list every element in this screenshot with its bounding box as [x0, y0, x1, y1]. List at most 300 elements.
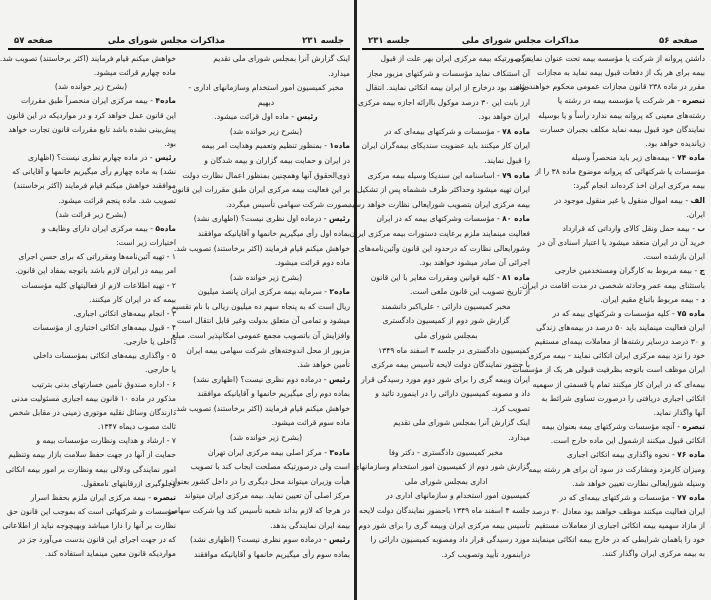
- text-line: [362, 127, 530, 137]
- line-text: در ایران و حمایت بیمه گزاران و بیمه شدگان و: [204, 156, 350, 166]
- page-number: صفحه ۵۷: [14, 36, 53, 46]
- line-text: در صورتیکه بیمه مرکزی ایران بهر علت از قبول: [380, 54, 530, 63]
- line-text: درابنمورد تأیید وتصویب کرد.: [441, 549, 530, 559]
- line-text: و ۳۰ درصد درسایر رشته‌ها از معاملات بیمه‌ای مستقیم: [534, 337, 705, 347]
- line-text: تأسیس بیمه مرکزی ایران وبیمه گری را برای شور دوم: [358, 520, 530, 530]
- line-text: - مؤسسات و شرکتهای بیمه‌ای که در: [559, 492, 678, 502]
- line-text: با حضور نمایندگان دولت لایحه تأسیس بیمه مرکزی: [371, 360, 530, 370]
- line-text: دارندگان وسائل نقلیه موتوری زمینی در مقابل شخص: [9, 407, 176, 417]
- text-line: [6, 436, 176, 446]
- text-line: [182, 127, 350, 137]
- line-text: است ولی درصورتیکه مصلحت ایجاب کند با تصویب: [190, 462, 350, 472]
- text-line: [362, 83, 530, 93]
- text-line: [362, 171, 530, 181]
- text-line: [6, 125, 176, 135]
- text-line: [6, 210, 176, 220]
- text-line: [6, 252, 176, 262]
- line-text: اجرائی آن صادر میشود خواهند بود.: [419, 258, 530, 268]
- text-line: [362, 375, 530, 385]
- line-text: بر این فعالیت بیمه مرکزی ایران طبق مقررات این قانون: [172, 185, 350, 195]
- right-page-left-column: [345, 54, 530, 560]
- line-text: بماده دوم رأی میگیریم خانمها و آقایانیکه موافقند: [197, 389, 350, 399]
- text-line: [362, 535, 530, 545]
- text-line: [6, 493, 176, 503]
- line-text: بیمه برای هر یک از دفعات قبول بیمه نماید به مجازات: [537, 68, 705, 78]
- line-text: کمیسیون دادگستری در جلسه ۳ اسفند ماه ۱۳۴۹: [378, 345, 530, 355]
- line-text: کمیسیون امور استخدام و سازمانهای اداری در: [385, 491, 530, 501]
- text-line: [537, 224, 705, 234]
- text-line: [182, 141, 350, 151]
- text-line: [182, 112, 350, 122]
- text-line: [182, 98, 350, 108]
- line-text: مؤسسات و شرکتهائی است که بموجب این قانون حق: [6, 507, 176, 516]
- text-line: [362, 112, 530, 122]
- line-text: ریال است که به پنجاه سهم ده میلیون ریالی با نام تقسیم: [171, 301, 350, 311]
- text-line: [512, 365, 705, 375]
- line-text: ۲ - تهیه اطلاعات لازم از فعالیتهای کلیه مؤسسات: [21, 280, 176, 290]
- text-line: [182, 287, 350, 297]
- article-lead: ج: [699, 266, 705, 276]
- line-text: - هر شرکت یا مؤسسه بیمه در رشته یا: [557, 96, 683, 106]
- line-text: مذکور در ماده ۱۰ قانون بیمه اجباری مسئولیت مدنی: [11, 393, 176, 403]
- text-line: [6, 111, 176, 121]
- line-text: ایران وبیمه گری را برای شور دوم مورد رسیدگی قرار: [361, 374, 530, 384]
- text-line: [6, 309, 176, 319]
- text-line: [362, 287, 530, 297]
- line-text: ثالث مصوب دیماه ۱۳۴۷.: [97, 422, 176, 432]
- line-text: موافقند خواهش میکنم قیام فرمایند (اکثر برخاستند): [13, 181, 176, 191]
- line-text: (بشرح زیر قرائت شد): [55, 209, 127, 219]
- text-line: [169, 476, 350, 487]
- text-line: [182, 69, 350, 79]
- text-line: [6, 422, 176, 432]
- line-text: - اساسنامه این سندیکا وسیله بیمه مرکزی: [367, 170, 503, 180]
- line-text: (بشرح زیر خوانده شد): [229, 433, 303, 443]
- text-line: [182, 433, 350, 443]
- line-text: داخلی یا خارجی.: [123, 337, 176, 347]
- article-lead: تبصره: [153, 492, 176, 502]
- line-text: - بیمه مربوط باتباع مقیم ایران.: [600, 294, 702, 304]
- line-text: وجلوگیری ازرقابتهای نامعقول.: [80, 478, 176, 488]
- line-text: ایران.: [686, 209, 705, 219]
- text-line: [182, 83, 350, 93]
- line-text: وشورایعالی نظارت که درحدود این قانون وآئین‌نامه‌های: [358, 243, 530, 253]
- line-text: ایران موظف است باتوجه بظرفیت قبولی هر یک از مؤسسات: [512, 365, 705, 375]
- line-text: - بیمه‌های زیر باید منحصراً وسیله: [571, 153, 678, 163]
- line-text: بیمه‌ای که در ایران کار میکنند تمام یا قسمتی از سهمیه: [532, 379, 705, 389]
- text-line: [353, 462, 530, 472]
- running-title: مذاکرات مجلس شورای ملی: [461, 36, 579, 46]
- article-lead: رئیس: [296, 112, 318, 122]
- line-text: به بیمه مرکزی ایران واگذار کنند.: [602, 549, 705, 559]
- text-line: [362, 54, 530, 64]
- text-line: [182, 389, 350, 399]
- text-line: [362, 316, 530, 326]
- text-line: [359, 505, 530, 516]
- line-text: - مؤسسات و شرکتهای بیمه‌ای که در: [384, 126, 503, 136]
- article-lead: ماده ۷۷: [677, 492, 705, 502]
- article-lead: ماده۵: [155, 223, 176, 233]
- line-text: آنها واگذار نماید.: [653, 407, 705, 417]
- line-text: میشود و تمامی آن متعلق بدولت وغیر قابل انتقال است: [176, 316, 350, 326]
- line-text: - درماده سوم نظری نیست؟ (اظهاری نشد): [190, 535, 329, 545]
- article-lead: ماده۲: [329, 287, 350, 297]
- text-line: [362, 389, 530, 399]
- line-text: آن استنکاف نماید مؤسسات و شرکتهای مزبور مجاز: [367, 68, 530, 78]
- text-line: [171, 301, 350, 312]
- line-text: مورد رسیدگی قرار داد ومصوبه کمیسیون دارائی را: [370, 535, 530, 545]
- line-text: مخبر کمیسیون امور استخدام وسازمانهای اداری -: [188, 83, 344, 93]
- line-text: در هرجا که لازم بداند شعبه تأسیس کند ویا شرکت سهامی: [167, 505, 350, 515]
- text-line: [537, 96, 705, 106]
- text-line: [362, 69, 530, 79]
- text-line: [2, 521, 176, 531]
- text-line: [537, 549, 705, 559]
- line-text: این قانون عمل خواهد کرد و در مواردیکه در این قانون: [6, 110, 176, 120]
- article-lead: رئیس: [154, 153, 176, 163]
- right-page-header: [362, 36, 704, 50]
- line-text: که در جهت اجرای این قانون بدست می‌آورد جز در: [18, 535, 176, 545]
- text-line: [515, 54, 705, 64]
- line-text: دبهیم: [257, 97, 275, 107]
- line-text: خواهش میکنم قیام فرمایند (اکثر برخاستند) تصویب شد.: [0, 54, 176, 63]
- text-line: [6, 337, 176, 347]
- text-line: [362, 331, 530, 341]
- article-lead: رئیس: [328, 535, 350, 545]
- left-page-left-column: [0, 54, 176, 560]
- article-lead: ماده ۸۰: [502, 214, 530, 224]
- running-title: مذاکرات مجلس شورای ملی: [107, 36, 225, 46]
- line-text: اداری بمجلس شورای ملی: [404, 476, 488, 486]
- line-text: داد و مصوبه کمیسیون دارائی را در اینمورد تائید و: [375, 389, 530, 399]
- text-line: [534, 521, 705, 531]
- text-line: [6, 380, 176, 390]
- text-line: [6, 96, 176, 106]
- text-line: [537, 408, 705, 418]
- article-lead: ماده ۷۶: [677, 450, 705, 460]
- line-text: بیمه ایران نمایندگی بدهد.: [270, 520, 350, 530]
- text-line: [362, 550, 530, 560]
- text-line: [6, 549, 176, 559]
- text-line: [182, 448, 350, 458]
- line-text: بیمه که در ایران کار میکنند.: [89, 294, 176, 304]
- line-text: نشد) به ماده چهارم رأی میگیریم خانمها و آقایانی که: [12, 167, 176, 177]
- text-line: [531, 535, 705, 545]
- text-line: [537, 181, 705, 191]
- text-line: [6, 139, 176, 149]
- text-line: [537, 167, 705, 177]
- line-text: بصورت شرکت سهامی تأسیس میگردد.: [226, 199, 350, 209]
- line-text: مرکز اصلی آن تعیین نماید. بیمه مرکزی ایران میتواند: [184, 491, 350, 501]
- text-line: [537, 266, 705, 276]
- text-line: [182, 418, 350, 428]
- text-line: [182, 346, 350, 356]
- text-line: [537, 125, 705, 135]
- line-text: ماده دوم قرائت میشود.: [274, 258, 350, 268]
- line-text: حمایت از آنها در جهت حفظ سلامت بازار بیمه وتنظیم: [8, 450, 176, 460]
- line-text: تصویب کرد.: [491, 403, 530, 413]
- line-text: مخبر کمیسیون دارائی - علی‌اکبر دانشمند: [381, 301, 511, 311]
- text-line: [6, 323, 176, 333]
- line-text: - درماده اول نظری نیست؟ (اظهاری نشد): [193, 214, 329, 224]
- line-text: جلسه ۴ اسفند ماه ۱۳۴۹ باحضور نمایندگان دولت لایحه: [359, 505, 530, 515]
- text-line: [182, 273, 350, 283]
- line-text: - بمنظور تنظیم وتعمیم وهدایت امر بیمه: [201, 141, 330, 151]
- text-line: [167, 505, 350, 516]
- article-lead: ماده ۷۵: [677, 308, 705, 318]
- line-text: یا خارجی.: [145, 365, 176, 375]
- line-text: - بیمه مربوط به کارگران ومستخدمین خارجی: [554, 266, 700, 276]
- article-lead: الف: [690, 195, 705, 205]
- line-text: ۴ - قبول بیمه‌های اتکائی اختیاری از مؤسسات: [32, 322, 176, 332]
- text-line: [173, 403, 350, 414]
- line-text: ماده چهارم قرائت میشود.: [93, 68, 176, 78]
- text-line: [6, 196, 176, 206]
- text-line: [6, 394, 176, 404]
- line-text: خرید آن در ایران منعقد میشود یا اعتبار اسنادی آن در: [537, 238, 705, 248]
- line-text: ایران تهیه میشود وحداکثر ظرف ششماه پس از تشکیل: [357, 185, 530, 195]
- line-text: نظارت بر آنها را دارا میباشد وبهیچوجه نباید از اطلاعاتی: [2, 521, 176, 531]
- line-text: - بیمه مرکزی ایران منحصراً طبق مقررات: [20, 96, 156, 106]
- article-lead: تبصره: [682, 96, 705, 106]
- text-line: [532, 379, 705, 390]
- line-text: باستثنای بیمه عمر وحادثه شخصی در مدت اقامت در ایران.: [519, 280, 705, 290]
- text-line: [531, 507, 705, 517]
- text-line: [528, 464, 705, 475]
- text-line: [362, 448, 530, 458]
- text-line: [528, 351, 705, 361]
- line-text: مواردیکه قانون معین مینماید استفاده کند.: [45, 549, 176, 559]
- line-text: پیش‌بینی نشده باشد تابع مقررات قانون تجارت خواهد: [8, 124, 176, 134]
- text-line: [182, 200, 350, 210]
- text-line: [6, 68, 176, 78]
- session-number: جلسه ۲۳۱: [368, 36, 410, 46]
- text-line: [6, 450, 176, 460]
- text-line: [537, 323, 705, 333]
- text-line: [182, 360, 350, 370]
- session-number: جلسه ۲۳۱: [302, 36, 344, 46]
- text-line: [182, 156, 350, 166]
- text-line: [362, 141, 530, 151]
- text-line: [6, 266, 176, 276]
- text-line: [537, 436, 705, 446]
- line-text: - بیمه مرکزی ایران ملزم بحفظ اسرار: [30, 492, 154, 502]
- line-text: بمجلس شورای ملی: [414, 330, 478, 340]
- text-line: [6, 153, 176, 163]
- text-line: [182, 462, 350, 472]
- text-line: [362, 433, 530, 443]
- line-text: - بیمه اموال منقول یا غیر منقول موجود در: [554, 195, 691, 205]
- text-line: [6, 238, 176, 248]
- text-line: [362, 258, 530, 268]
- text-line: [537, 394, 705, 404]
- line-text: ایران فعالیت میکنند موظف خواهند بود معادل ۳۰ درصد: [531, 507, 705, 516]
- text-line: [172, 330, 350, 341]
- text-line: [534, 337, 705, 347]
- line-text: گزارش شور دوم از کمیسیون امور استخدام وسازمانهای: [353, 462, 530, 472]
- line-text: ۳ - انجام بیمه‌های اتکائی اجباری.: [73, 308, 176, 318]
- line-text: خواهش میکنم قیام فرمایند (اکثر برخاستند) تصویب شد.: [173, 403, 350, 413]
- line-text: مخبر کمیسیون دادگستری - دکتر وفا: [389, 447, 503, 457]
- line-text: - درماده دوم نظری نیست؟ (اظهاری نشد): [193, 374, 329, 384]
- line-text: - آنچه مؤسسات وشرکتهای بیمه بعنوان بیمه: [541, 422, 683, 432]
- text-line: [182, 550, 350, 560]
- text-line: [182, 171, 350, 181]
- line-text: بیمه مرکزی ایران اخذ کرده‌اند انجام گیرد:: [573, 181, 705, 191]
- text-line: [513, 82, 705, 92]
- text-line: [6, 351, 176, 361]
- line-text: بماده سوم رأی میگیریم خانمها و آقایانیکه موافقند: [194, 549, 350, 559]
- line-text: ۵ - واگذاری بیمه‌های اتکائی بمؤسسات داخلی: [33, 351, 176, 361]
- text-line: [176, 316, 350, 326]
- line-text: اینک گزارش آنرا بمجلس شورای ملی تقدیم: [213, 54, 350, 63]
- text-line: [172, 185, 350, 195]
- line-text: - کلیه مؤسسات و شرکتهای بیمه که در: [552, 308, 678, 318]
- text-line: [362, 418, 530, 428]
- text-line: [357, 185, 530, 195]
- line-text: - بیمه حمل ونقل کالای وارداتی که قرارداد: [562, 223, 698, 233]
- line-text: از تاریخ تصویب این قانون ملغی است.: [409, 287, 530, 297]
- line-text: گزارش شور دوم از کمیسیون دادگستری: [382, 316, 510, 326]
- text-line: [182, 258, 350, 268]
- page-number: صفحه ۵۶: [659, 36, 698, 46]
- text-line: [6, 224, 176, 234]
- text-line: [6, 82, 176, 92]
- line-text: - مؤسسات وشرکتهای بیمه که در ایران: [376, 214, 503, 224]
- line-text: خواهش میکنم قیام فرمایند (اکثر برخاستند) تصویب شد.: [173, 243, 350, 253]
- line-text: ۱ - تهیه آئین‌نامه‌ها ومقرراتی که برای حسن اجرای: [18, 252, 176, 262]
- line-text: ذوی‌الحقوق آنها وهمچنین بمنظور اعمال نظارت دولت: [182, 170, 350, 180]
- text-line: [537, 422, 705, 432]
- text-line: [537, 309, 705, 319]
- line-text: مزبور از محل اندوخته‌های شرکت سهامی بیمه ایران: [186, 345, 350, 355]
- text-line: [6, 535, 176, 545]
- text-line: [6, 281, 176, 291]
- line-text: ۷ - ارشاد و هدایت ونظارت مؤسسات بیمه و: [36, 436, 176, 446]
- line-text: (بشرح زیر خوانده شد): [229, 126, 303, 136]
- page-gutter: [354, 0, 357, 600]
- text-line: [362, 491, 530, 501]
- line-text: اتکائی اجباری دریافتی را درصورت تساوی شرائط به: [541, 393, 705, 403]
- line-text: اختیارات زیر است:: [116, 238, 176, 248]
- line-text: هیأت وزیران میتواند محل دیگری را در داخل کشور بعنوان: [169, 476, 350, 486]
- text-line: [6, 408, 176, 418]
- line-text: - در ماده چهارم نظری نیست؟ (اظهاری: [27, 153, 155, 163]
- line-text: مقرر در ماده ۲۳۸ قانون مجازات عمومی محکوم خواهند شد.: [513, 82, 705, 92]
- text-line: [182, 535, 350, 545]
- text-line: [362, 214, 530, 224]
- text-line: [6, 479, 176, 489]
- article-lead: د: [701, 294, 705, 304]
- line-text: زیاندیده خواهد بود.: [645, 138, 705, 148]
- article-lead: ماده۱: [329, 141, 350, 151]
- text-line: [362, 156, 530, 166]
- line-text: خواهند بود درخارج از ایران بیمه اتکائی نمایند. انتقال: [365, 83, 530, 93]
- article-lead: رئیس: [328, 214, 350, 224]
- text-line: [537, 493, 705, 503]
- article-lead: تبصره: [682, 422, 705, 432]
- line-text: (بشرح زیر خوانده شد): [229, 272, 303, 282]
- line-text: اتکائی قبول میکنند ازشمول این ماده خارج است.: [550, 436, 705, 446]
- line-text: میدارد.: [328, 68, 350, 78]
- text-line: [362, 477, 530, 487]
- left-page-header: [8, 36, 350, 50]
- text-line: [362, 302, 530, 312]
- line-text: - سرمایه بیمه مرکزی ایران پانصد میلیون: [197, 287, 330, 297]
- line-text: بود.: [164, 138, 176, 148]
- line-text: ماده سوم قرائت میشود.: [271, 418, 350, 428]
- line-text: اینک گزارش آنرا بمجلس شورای ملی تقدیم: [393, 418, 530, 428]
- text-line: [537, 153, 705, 163]
- text-line: [182, 214, 350, 224]
- text-line: [6, 181, 176, 191]
- line-text: بماده اول رأی میگیریم خانمها و آقایانیکه موافقند: [197, 228, 350, 238]
- line-text: میدارد.: [508, 433, 530, 443]
- text-line: [182, 491, 350, 501]
- line-text: را قبول نمایند.: [484, 156, 530, 166]
- article-lead: ب: [697, 223, 705, 233]
- line-text: - مرکز اصلی بیمه مرکزی ایران تهران: [207, 447, 330, 457]
- line-text: ایران بازشده است.: [643, 252, 705, 262]
- text-line: [182, 229, 350, 239]
- line-text: خود را نزد بیمه مرکزی ایران اتکائی نمایند - بیمه مرکزی: [528, 351, 705, 361]
- text-line: [173, 243, 350, 254]
- text-line: [358, 520, 530, 531]
- text-line: [537, 196, 705, 206]
- article-lead: ماده ۷۹: [502, 170, 530, 180]
- text-line: [537, 295, 705, 305]
- text-line: [349, 228, 530, 239]
- text-line: [6, 365, 176, 375]
- text-line: [345, 199, 530, 210]
- text-line: [182, 375, 350, 385]
- line-text: - نحوه واگذاری بیمه اتکائی اجباری: [566, 450, 678, 460]
- article-lead: ماده ۸۱: [502, 272, 530, 282]
- text-line: [362, 404, 530, 414]
- article-lead: ماده۳: [329, 447, 350, 457]
- line-text: امور نمایندگی ودلالی بیمه ونظارت بر امور بیمه اتکائی: [5, 464, 176, 474]
- article-lead: ماده۴: [155, 96, 176, 106]
- line-text: ایران خواهد بود.: [478, 112, 530, 122]
- line-text: ایران کار میکنند باید عضویت سندیکای بیمه‌گران ایران: [361, 141, 530, 151]
- text-line: [362, 273, 530, 283]
- line-text: امر بیمه در ایران لازم باشد باتوجه بمفاد این قانون.: [15, 266, 176, 276]
- text-line: [537, 238, 705, 248]
- text-line: [6, 507, 176, 517]
- text-line: [537, 68, 705, 78]
- text-line: [6, 167, 176, 177]
- text-line: [362, 346, 530, 356]
- text-line: [537, 252, 705, 262]
- text-line: [6, 465, 176, 475]
- line-text: - ماده اول قرائت میشود.: [214, 112, 297, 122]
- text-line: [357, 97, 530, 108]
- line-text: تصویب شد. ماده پنجم قرائت میشود.: [58, 195, 176, 205]
- line-text: مؤسسات یا شرکتهائی که پروانه موضوع ماده ۳۸ را از: [535, 167, 705, 177]
- line-text: وسیله شورایعالی نظارت تعیین خواهد شد.: [572, 478, 705, 488]
- line-text: بیمه مرکزی ایران بتصویب شورایعالی نظارت خواهد رسید.: [345, 199, 530, 209]
- text-line: [182, 521, 350, 531]
- line-text: وافزایش آن باتصویب مجمع عمومی امکانپذیر است. مبلغ: [172, 330, 350, 340]
- line-text: ایران فعالیت مینمایند باید ۵۰ درصد در بیمه‌های زندگی: [536, 322, 705, 332]
- line-text: نمایندگان خود قبول بیمه نماید مکلف بجبران خسارت: [539, 124, 705, 134]
- line-text: (بشرح زیر خوانده شد): [54, 82, 128, 92]
- article-lead: ماده ۷۸: [502, 126, 530, 136]
- line-text: ومیزان کارمزد ومشارکت در سود آن برای هر رشته بیمه: [528, 464, 705, 474]
- text-line: [182, 54, 350, 64]
- article-lead: رئیس: [328, 374, 350, 384]
- article-lead: ماده ۷۴: [677, 153, 705, 163]
